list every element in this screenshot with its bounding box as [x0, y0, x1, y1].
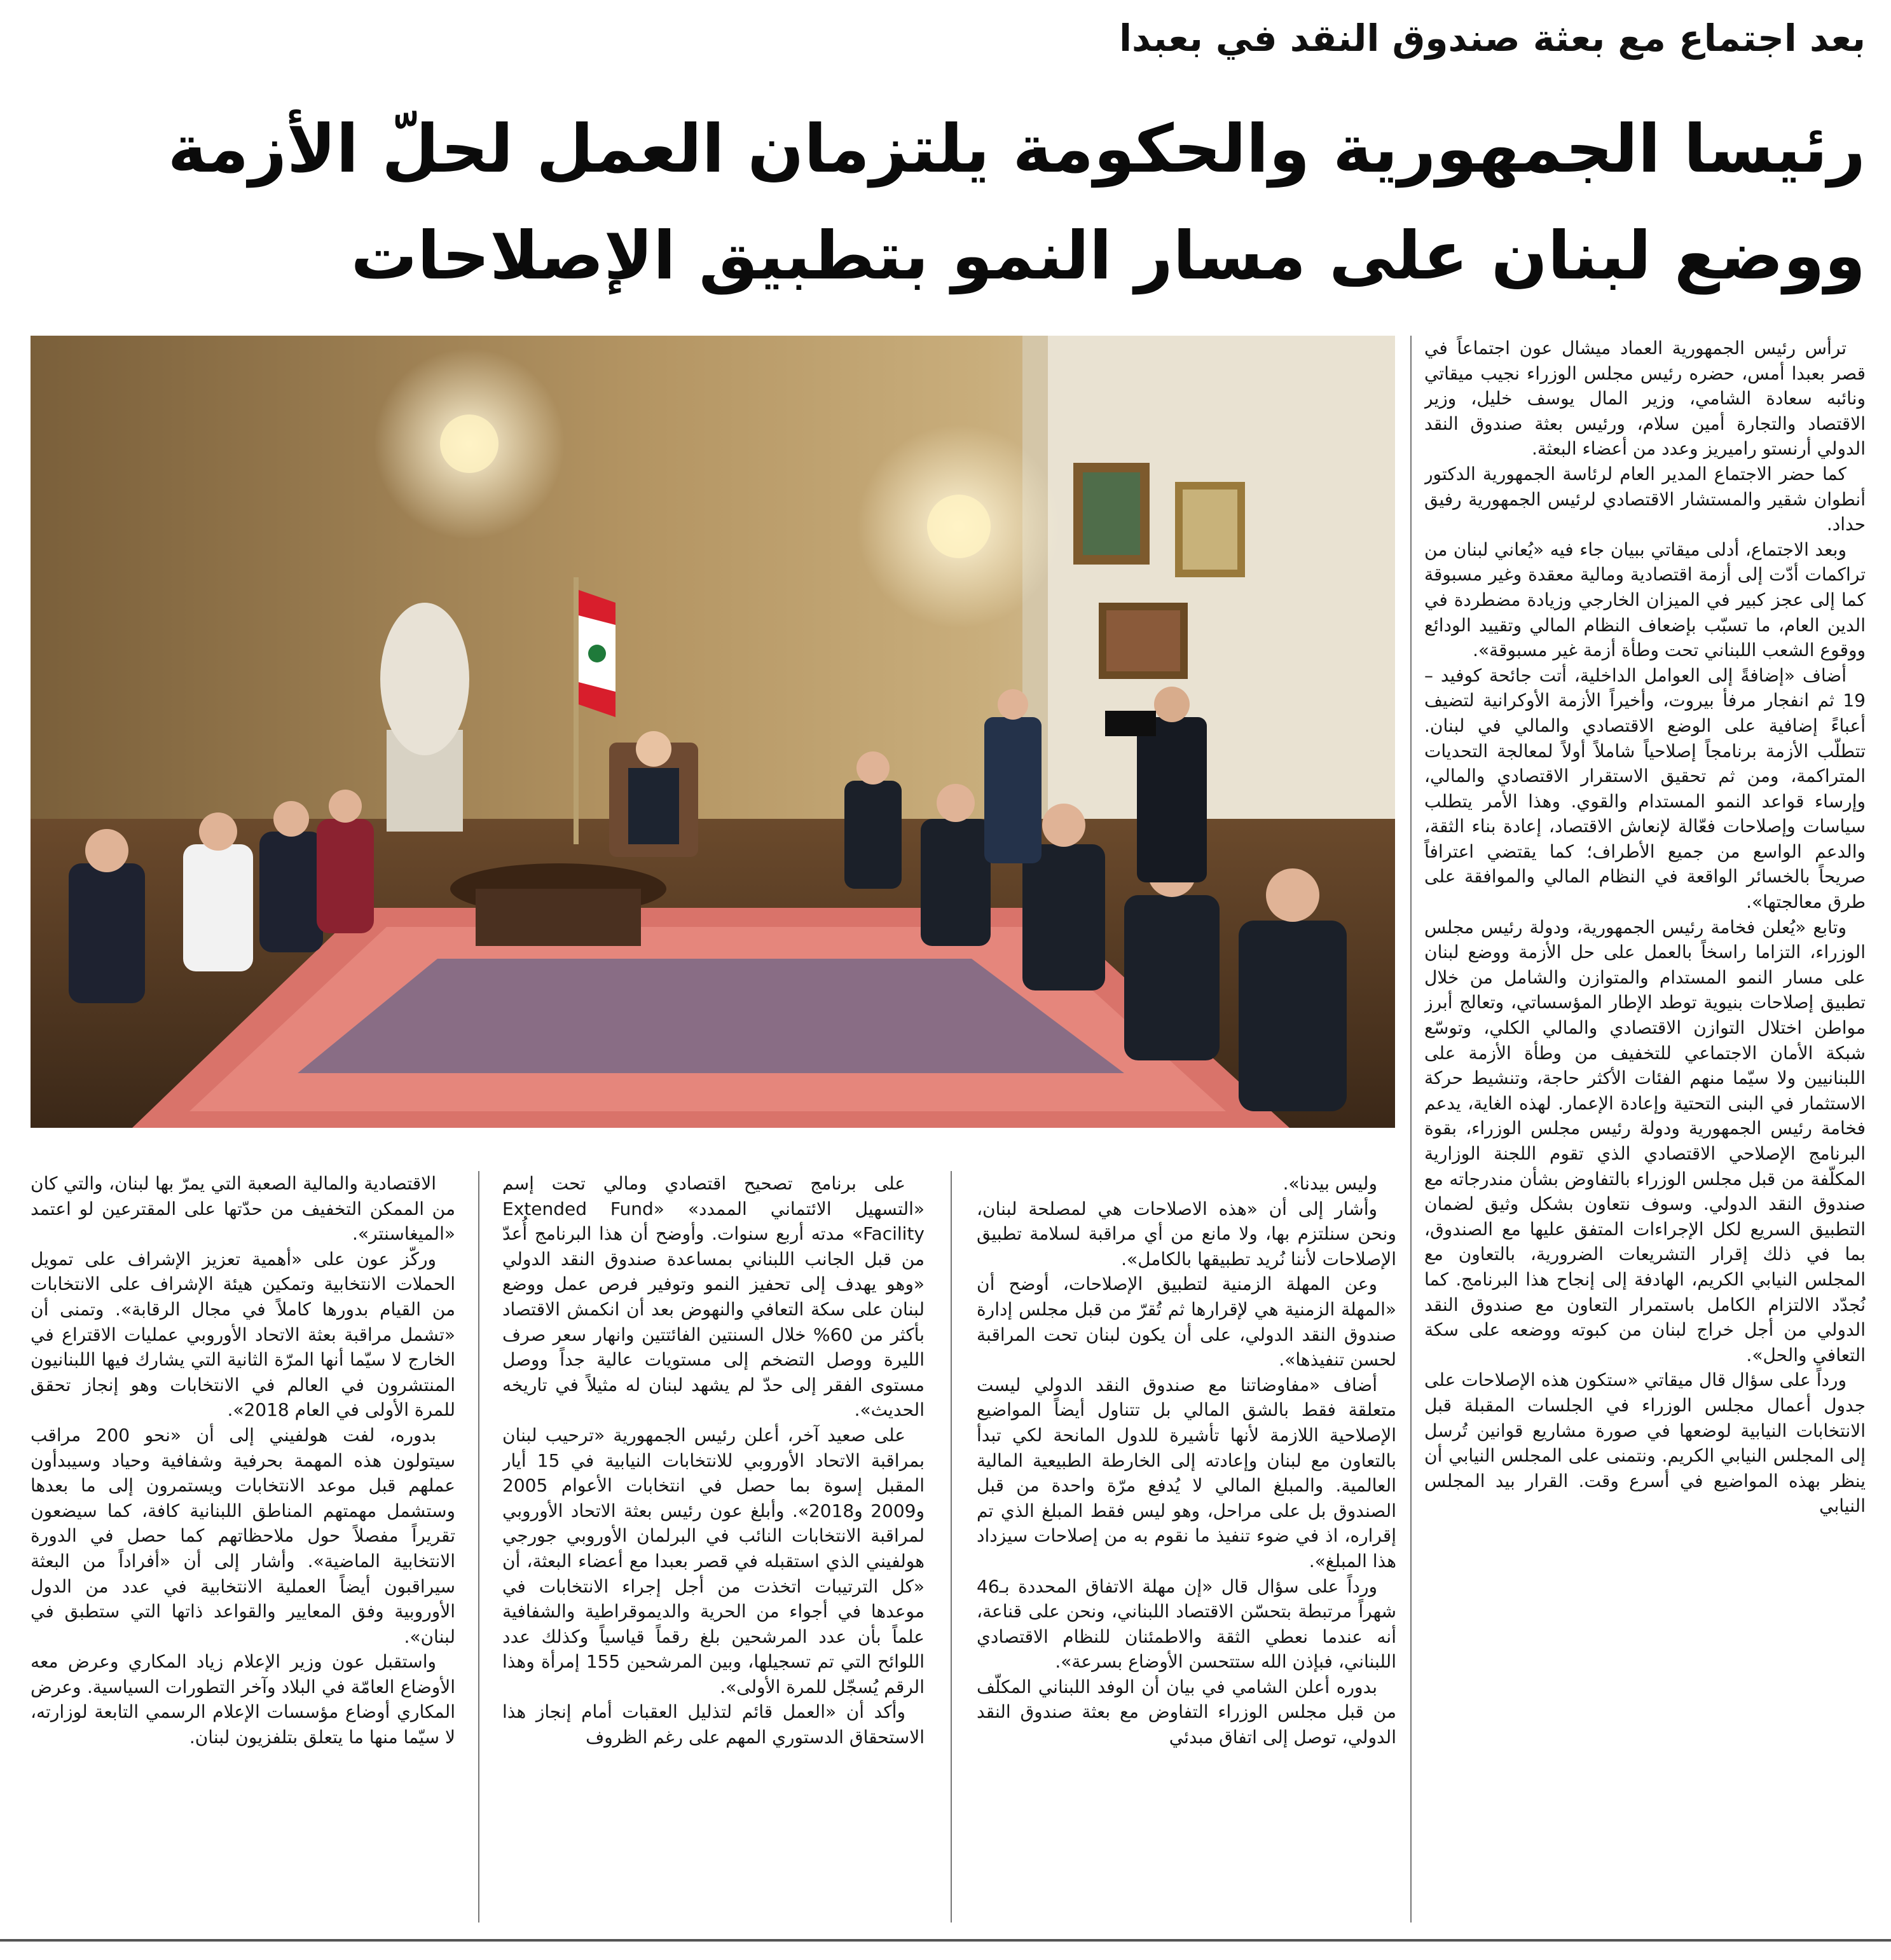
paragraph: ورداً على سؤال قال «إن مهلة الاتفاق المحددة بـ46 شهراً مرتبطة بتحسّن الاقتصاد اللبناني، ونحن على قناعة، أنه عندما نعطي الثقة والاطمئنان للنظام الاقتصادي اللبناني، فبإذن الله ستتحسن الأوضاع بسرعة».: [977, 1575, 1396, 1673]
paragraph: على صعيد آخر، أعلن رئيس الجمهورية «ترحيب لبنان بمراقبة الاتحاد الأوروبي للانتخابات النيابية في 15 أيار المقبل إسوة بما حصل في انتخابات الأعوام 2005 و2009 و2018». وأبلغ عون رئيس بعثة الاتحاد الأوروبي لمراقبة الانتخابات النائب في البرلمان الأوروبي جورجي هولفيني الذي استقبله في قصر بعبدا مع أعضاء البعثة، أن «كل الترتيبات اتخذت من أجل إجراء الانتخابات في موعدها في أجواء من الحرية والديموقراطية والشفافية علماً بأن عدد المرشحين بلغ رقماً قياسياً وكذلك عدد اللوائح التي تم تسجيلها، وبين المرشحين 155 إمرأة وهذا الرقم يُسجّل للمرة الأولى».: [502, 1424, 925, 1697]
paragraph: وركّز عون على «أهمية تعزيز الإشراف على تمويل الحملات الانتخابية وتمكين هيئة الإشراف على الانتخابات من القيام بدورها كاملاً في مجال الرقابة». وتمنى أن «تشمل مراقبة بعثة الاتحاد الأوروبي عمليات الاقتراع في الخارج لا سيّما أنها المرّة الثانية التي يشارك فيها اللبنانيون المنتشرون في العالم في الانتخابات وهو إنجاز تحقق للمرة الأولى في العام 2018».: [31, 1248, 455, 1421]
paragraph: واستقبل عون وزير الإعلام زياد المكاري وعرض معه الأوضاع العامّة في البلاد وآخر التطورات السياسية. وعرض المكاري أوضاع مؤسسات الإعلام الرسمي التابعة لوزارته، لا سيّما منها ما يتعلق بتلفزيون لبنان.: [31, 1651, 455, 1748]
article-kicker: بعد اجتماع مع بعثة صندوق النقد في بعبدا: [1119, 17, 1866, 60]
paragraph: وتابع «يُعلن فخامة رئيس الجمهورية، ودولة رئيس مجلس الوزراء، التزاما راسخاً بالعمل على حل الأزمة ووضع لبنان على مسار النمو المستدام والمتوازن والشامل من خلال تطبيق إصلاحات بنيوية توطد الإطار المؤسساتي، وتعالج أبرز مواطن اختلال التوازن الاقتصادي والمالي الكلي، وتوسّع شبكة الأمان الاجتماعي للتخفيف من وطأة الأزمة على اللبنانيين ولا سيّما منهم الفئات الأكثر حاجة، وتنشيط حركة الاستثمار في البنى التحتية وإعادة الإعمار. لهذه الغاية، يدعم فخامة رئيس الجمهورية ودولة رئيس مجلس الوزراء، بقوة البرنامج الإصلاحي الاقتصادي الذي تقوم اللجنة الوزارية المكلّفة من قبل مجلس الوزراء بالتفاوض بشأن مندرجاته مع صندوق النقد الدولي. وسوف نتعاون بشكل وثيق لضمان التطبيق السريع لكل الإجراءات المتفق عليها مع الصندوق، بما في ذلك إقرار التشريعات الضرورية، بالتعاون مع المجلس النيابي الكريم، الهادفة إلى إنجاح هذا البرنامج. كما نُجدّد الالتزام الكامل باستمرار التعاون مع صندوق النقد الدولي من أجل خراج لبنان من كبوته ووضعه على سكة التعافي والحل».: [1424, 916, 1866, 1366]
paragraph: وليس بيدنا».: [1282, 1173, 1377, 1194]
paragraph: أضاف «مفاوضاتنا مع صندوق النقد الدولي ليست متعلقة فقط بالشق المالي بل تتناول أيضاً المواضيع الإصلاحية اللازمة لأنها تأشيرة للدول المانحة لكي تبدأ بالتعاون مع لبنان وإعادته إلى الخارطة الطبيعية المالية العالمية. والمبلغ المالي لا يُدفع مرّة واحدة من قبل الصندوق بل على مراحل، وهو ليس فقط المبلغ الذي تم إقراره، اذ في ضوء تنفيذ ما نقوم به من إصلاحات سيزداد هذا المبلغ».: [977, 1374, 1396, 1572]
paragraph: أضاف «إضافةً إلى العوامل الداخلية، أتت جائحة كوفيد – 19 ثم انفجار مرفأ بيروت، وأخيراً الأزمة الأوكرانية لتضيف أعباءً إضافية على الوضع الاقتصادي والمالي في لبنان. تتطلّب الأزمة برنامجاً إصلاحياً شاملاً أولاً لمعالجة التحديات المتراكمة، ومن ثم تحقيق الاستقرار الاقتصادي والمالي، وإرساء قواعد النمو المستدام والقوي. وهذا الأمر يتطلب سياسات وإصلاحات فعّالة لإنعاش الاقتصاد، إعادة بناء الثقة، والدعم الواسع من جميع الأطراف؛ كما يقتضي اعترافاً صريحاً بالخسائر الواقعة في النظام المالي والموافقة على طرق معالجتها».: [1424, 664, 1866, 913]
headline-line-2: ووضع لبنان على مسار النمو بتطبيق الإصلاحات: [350, 217, 1866, 294]
column-divider: [951, 1171, 952, 1922]
paragraph: ورداً على سؤال قال ميقاتي «ستكون هذه الإصلاحات على جدول أعمال مجلس الوزراء في الجلسات المقبلة قبل الانتخابات النيابية لوضعها في صورة مشاريع قوانين تُرسل إلى المجلس النيابي الكريم. ونتمنى على المجلس النيابي أن ينظر بهذه المواضيع في أسرع وقت. القرار بيد المجلس النيابي: [1424, 1369, 1866, 1517]
meeting-photo-icon: [31, 336, 1395, 1128]
column-1: [1424, 336, 1866, 1922]
paragraph: وبعد الاجتماع، أدلى ميقاتي ببيان جاء فيه «يُعاني لبنان من تراكمات أدّت إلى أزمة اقتصادية ومالية معقدة وغير مسبوقة كما إلى عجز كبير في الميزان الخارجي وزيادة مضطردة في الدين العام، ما تسبّب بإضعاف النظام المالي وتقييد الودائع ووقوع الشعب اللبناني تحت وطأة أزمة غير مسبوقة».: [1424, 538, 1866, 661]
column-divider: [1410, 336, 1412, 1922]
article-headline: [22, 95, 1866, 309]
column-divider: [478, 1171, 479, 1922]
column-4: [31, 1171, 455, 1922]
paragraph: بدوره، لفت هولفيني إلى أن «نحو 200 مراقب سيتولون هذه المهمة بحرفية وشفافية وحياد وسيبدأون عملهم قبل موعد الانتخابات ويستمرون إلى ما بعدها وستشمل مهمتهم المناطق اللبنانية كافة، كما سيضعون تقريراً مفصلاً حول ملاحظاتهم كما حصل في الدورة الانتخابية الماضية». وأشار إلى أن «أفراداً من البعثة سيراقبون أيضاً العملية الانتخابية في عدد من الدول الأوروبية وفق المعايير والقواعد ذاتها التي ستطبق في لبنان».: [31, 1424, 455, 1647]
paragraph: وأشار إلى أن «هذه الاصلاحات هي لمصلحة لبنان، ونحن سنلتزم بها، ولا مانع من أي مراقبة لسلامة تطبيق الإصلاحات لأننا نُريد تطبيقها بالكامل».: [977, 1198, 1396, 1270]
page-bottom-rule: [0, 1939, 1891, 1942]
paragraph: بدوره أعلن الشامي في بيان أن الوفد اللبناني المكلّف من قبل مجلس الوزراء التفاوض مع بعثة صندوق النقد الدولي، توصل إلى اتفاق مبدئي: [977, 1676, 1396, 1748]
paragraph: على برنامج تصحيح اقتصادي ومالي تحت إسم «التسهيل الائتماني الممدد» «Extended Fund Facility» مدته أربع سنوات. وأوضح أن هذا البرنامج أُعدّ من قبل الجانب اللبناني بمساعدة صندوق النقد الدولي «وهو يهدف إلى تحفيز النمو وتوفير فرص عمل ووضع لبنان على سكة التعافي والنهوض بعد أن انكمش الاقتصاد بأكثر من 60% خلال السنتين الفائتتين وانهار سعر صرف الليرة ووصل التضخم إلى مستويات عالية جداً ووصل مستوى الفقر إلى حدّ لم يشهد لبنان له مثيلاً في تاريخه الحديث».: [502, 1173, 925, 1421]
column-3: [502, 1171, 925, 1922]
paragraph: كما حضر الاجتماع المدير العام لرئاسة الجمهورية الدكتور أنطوان شقير والمستشار الاقتصادي لرئيس الجمهورية رفيق حداد.: [1424, 463, 1866, 535]
paragraph: وعن المهلة الزمنية لتطبيق الإصلاحات، أوضح أن «المهلة الزمنية هي لإقرارها ثم تُقرّ من قبل مجلس إدارة صندوق النقد الدولي، على أن يكون لبنان تحت المراقبة لحسن تنفيذها».: [977, 1273, 1396, 1371]
column-2: [977, 1171, 1396, 1922]
paragraph: وأكد أن «العمل قائم لتذليل العقبات أمام إنجاز هذا الاستحقاق الدستوري المهم على رغم الظروف: [502, 1701, 925, 1748]
paragraph: الاقتصادية والمالية الصعبة التي يمرّ بها لبنان، والتي كان من الممكن التخفيف من حدّتها على المقترعين لو اعتمد «الميغاسنتر».: [31, 1173, 455, 1245]
paragraph: ترأس رئيس الجمهورية العماد ميشال عون اجتماعاً في قصر بعبدا أمس، حضره رئيس مجلس الوزراء نجيب ميقاتي ونائبه سعادة الشامي، وزير المال يوسف خليل، وزير الاقتصاد والتجارة أمين سلام، ورئيس بعثة صندوق النقد الدولي أرنستو راميريز وعدد من أعضاء البعثة.: [1424, 338, 1866, 460]
headline-line-1: رئيسا الجمهورية والحكومة يلتزمان العمل لحلّ الأزمة: [167, 110, 1866, 188]
